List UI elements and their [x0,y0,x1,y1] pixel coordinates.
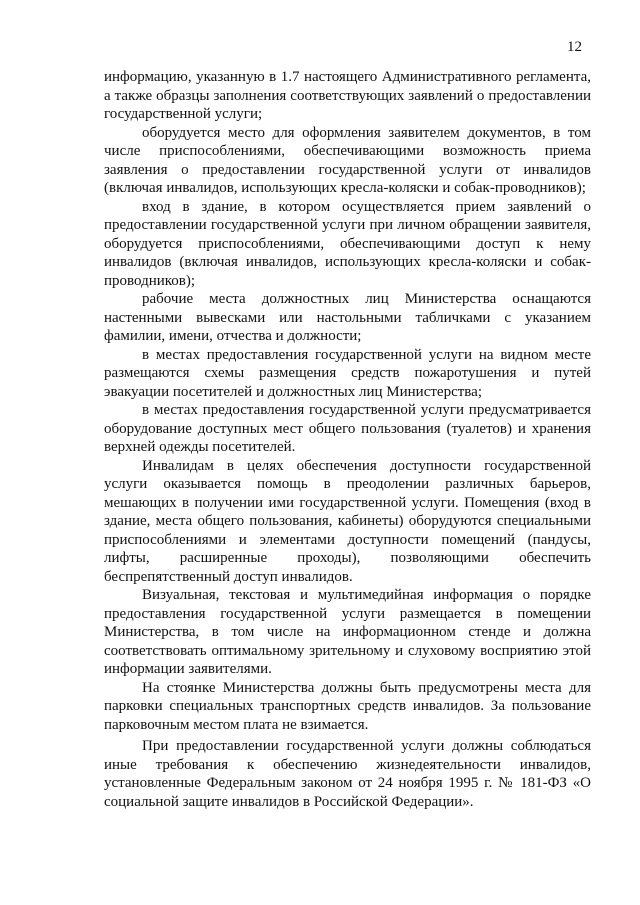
paragraph-4: рабочие места должностных лиц Министерства оснащаются настенными вывесками или настольными табличками с указанием фамилии, имени, отчества и должности; [104,291,591,344]
paragraph-10: При предоставлении государственной услуги должны соблюдаться иные требования к обеспечению жизнедеятельности инвалидов, установленные Федеральным законом от 24 ноября 1995 г. № 181-ФЗ «О социальной защите инвалидов в Российской Федерации». [104,738,591,810]
paragraph-9: На стоянке Министерства должны быть предусмотрены места для парковки специальных транспортных средств инвалидов. За пользование парковочным местом плата не взимается. [104,679,591,733]
paragraph-7: Инвалидам в целях обеспечения доступности государственной услуги оказывается помощь в преодолении различных барьеров, мешающих в получении ими государственной услуги. Помещения (вход в здание, места общего пользования, кабинеты) оборудуются специальными приспособлениями и элементами доступности помещений (пандусы, лифты, расширенные проходы), позволяющими обеспечить беспрепятственный доступ инвалидов. [104,457,591,585]
document-body [104,68,591,811]
paragraph-2: оборудуется место для оформления заявителем документов, в том числе приспособлениями, обеспечивающими возможность приема заявления о предоставлении государственной услуги от инвалидов (включая инвалидов, использующих кресла-коляски и собак-проводников); [104,124,591,196]
paragraph-5: в местах предоставления государственной услуги на видном месте размещаются схемы размещения средств пожаротушения и путей эвакуации посетителей и должностных лиц Министерства; [104,346,591,400]
paragraph-3: вход в здание, в котором осуществляется прием заявлений о предоставлении государственной услуги при личном обращении заявителя, оборудуется приспособлениями, обеспечивающими доступ к нему инвалидов (включая инвалидов, использующих кресла-коляски и собак-проводников); [104,198,591,289]
page-number: 12 [567,39,582,55]
paragraph-1: информацию, указанную в 1.7 настоящего Административного регламента, а также образцы заполнения соответствующих заявлений о предоставлении государственной услуги; [104,69,591,122]
paragraph-6: в местах предоставления государственной услуги предусматривается оборудование доступных мест общего пользования (туалетов) и хранения верхней одежды посетителей. [104,402,591,455]
paragraph-8: Визуальная, текстовая и мультимедийная информация о порядке предоставления государственной услуги размещается в помещении Министерства, в том числе на информационном стенде и должна соответствовать оптимальному зрительному и слуховому восприятию этой информации заявителями. [104,587,591,677]
